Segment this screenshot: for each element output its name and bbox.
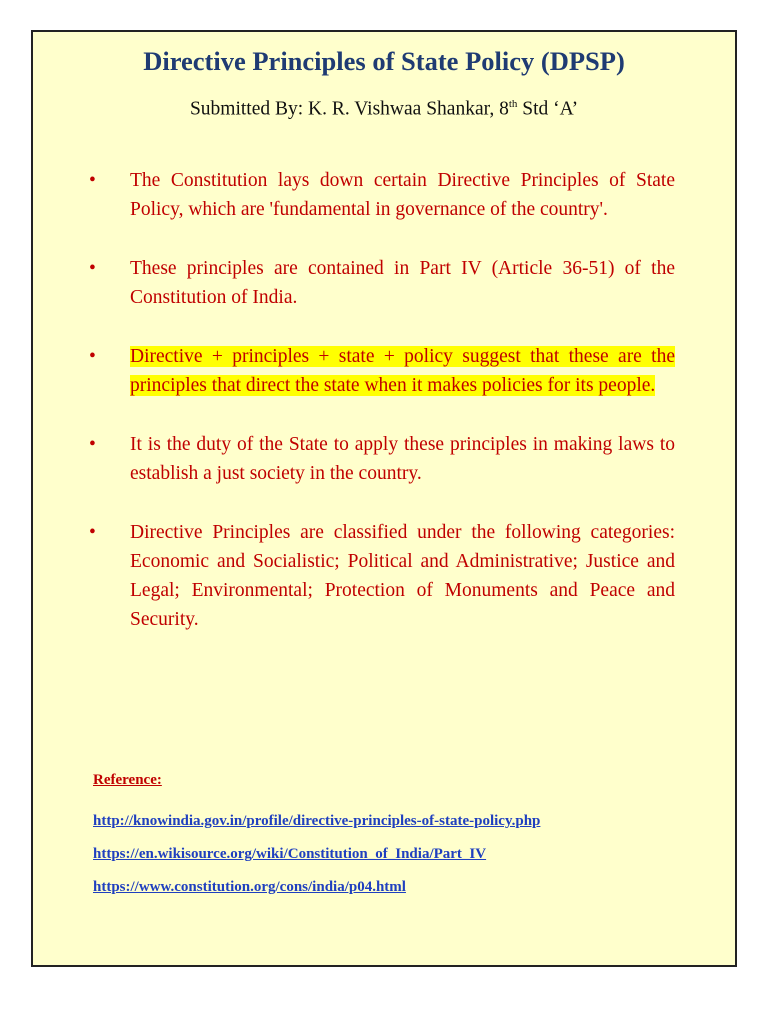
list-item xyxy=(33,342,735,400)
bullet-text: It is the duty of the State to apply these principles in making laws to establish a just society in the country. xyxy=(130,434,675,484)
reference-section xyxy=(93,770,693,910)
submitted-by xyxy=(33,98,735,121)
submitted-by-text: Submitted By: K. R. Vishwaa Shankar, 8 xyxy=(189,98,509,120)
bullet-dot-icon: • xyxy=(89,522,96,543)
bullet-text: These principles are contained in Part IV (Article 36-51) of the Constitution of India. xyxy=(130,258,675,308)
page-title: Directive Principles of State Policy (DPSP) xyxy=(143,46,625,76)
bullet-text: The Constitution lays down certain Directive Principles of State Policy, which are 'fundamental in governance of the country'. xyxy=(130,170,675,220)
reference-link-constitution-org[interactable]: https://www.constitution.org/cons/india/p04.html xyxy=(93,879,406,895)
bullet-dot-icon: • xyxy=(89,258,96,279)
reference-link-wikisource[interactable]: https://en.wikisource.org/wiki/Constitution_of_India/Part_IV xyxy=(93,846,487,862)
bullet-dot-icon: • xyxy=(89,434,96,455)
class-section: Std ‘A’ xyxy=(517,98,579,120)
bullet-dot-icon: • xyxy=(89,170,96,191)
list-item xyxy=(33,518,735,634)
reference-link-knowindia[interactable]: http://knowindia.gov.in/profile/directive-principles-of-state-policy.php xyxy=(93,813,541,829)
reference-heading: Reference: xyxy=(93,772,162,788)
list-item xyxy=(33,254,735,312)
bullet-list xyxy=(33,166,735,664)
grade-ordinal-suffix: th xyxy=(508,98,518,110)
list-item xyxy=(33,430,735,488)
bullet-dot-icon: • xyxy=(89,346,96,367)
highlighted-bullet-text: Directive + principles + state + policy suggest that these are the principles that direct the state when it makes policies for its people. xyxy=(130,346,675,396)
bullet-text: Directive Principles are classified under the following categories: Economic and Socialistic; Political and Administrative; Justice and Legal; Environmental; Protection of Monuments and Peace and Security. xyxy=(130,522,675,630)
document-page xyxy=(31,30,737,967)
list-item xyxy=(33,166,735,224)
